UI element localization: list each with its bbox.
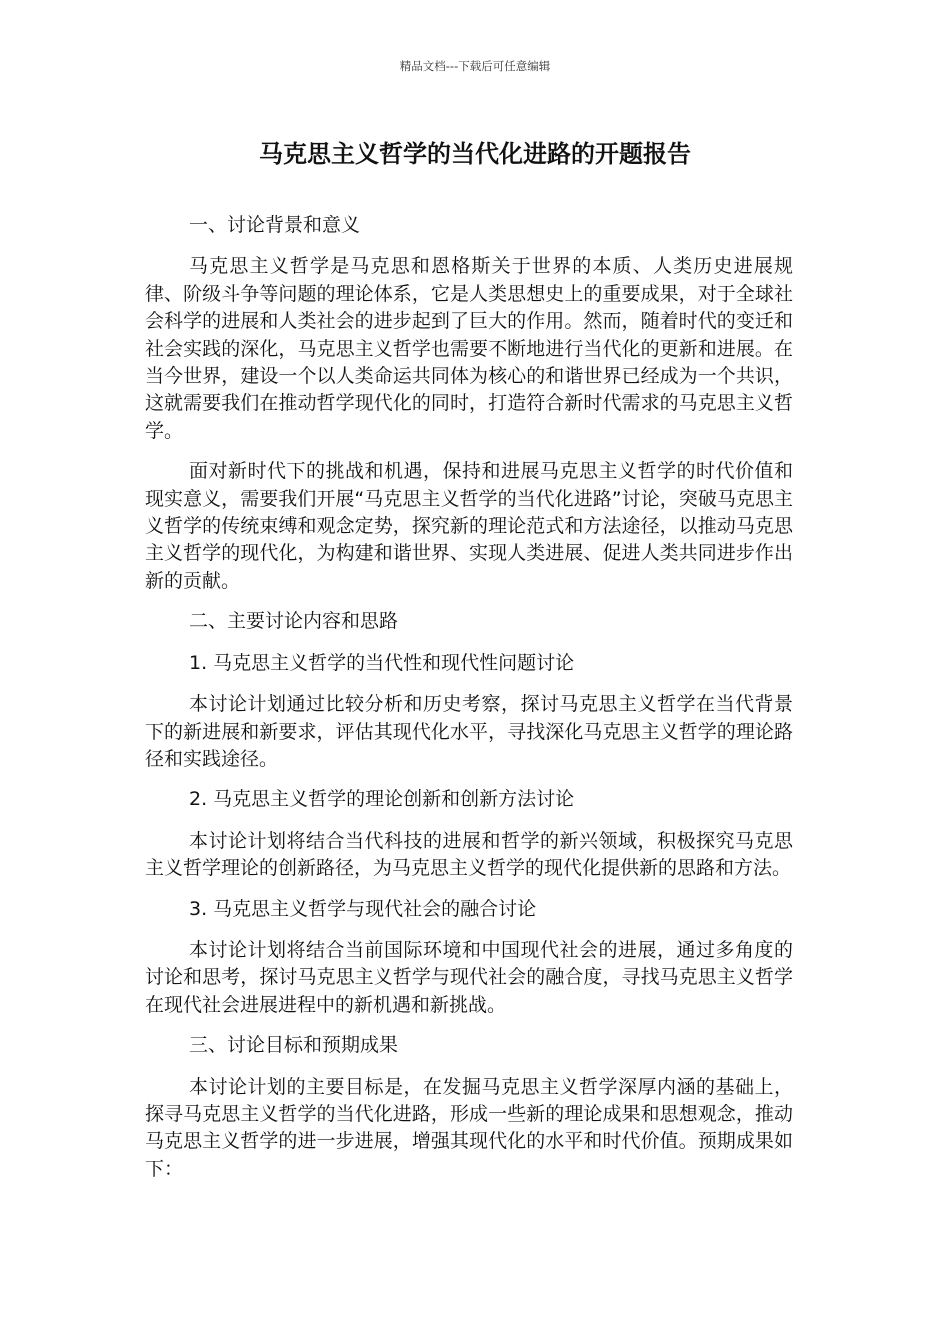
section-2-item-1-heading: 1. 马克思主义哲学的当代性和现代性问题讨论 <box>189 651 575 674</box>
section-1-paragraph-1: 马克思主义哲学是马克思和恩格斯关于世界的本质、人类历史进展规律、阶级斗争等问题的理论体系，它是人类思想史上的重要成果，对于全球社会科学的进展和人类社会的进步起到了巨大的作用。然而，随着时代的变迁和社会实践的深化，马克思主义哲学也需要不断地进行当代化的更新和进展。在当今世界，建设一个以人类命运共同体为核心的和谐世界已经成为一个共识，这就需要我们在推动哲学现代化的同时，打造符合新时代需求的马克思主义哲学。 <box>145 255 793 442</box>
document-title: 马克思主义哲学的当代化进路的开题报告 <box>259 140 691 168</box>
section-2-item-3-text: 本讨论计划将结合当前国际环境和中国现代社会的进展，通过多角度的讨论和思考，探讨马克思主义哲学与现代社会的融合度，寻找马克思主义哲学在现代社会进展进程中的新机遇和新挑战。 <box>145 938 793 1016</box>
page-header-note: 精品文档---下载后可任意编辑 <box>399 59 551 73</box>
document-body <box>145 212 793 1196</box>
section-2-item-3-heading: 3. 马克思主义哲学与现代社会的融合讨论 <box>189 897 537 920</box>
section-1-paragraph-2: 面对新时代下的挑战和机遇，保持和进展马克思主义哲学的时代价值和现实意义，需要我们开展“马克思主义哲学的当代化进路”讨论，突破马克思主义哲学的传统束缚和观念定势，探究新的理论范式和方法途径，以推动马克思主义哲学的现代化，为构建和谐世界、实现人类进展、促进人类共同进步作出新的贡献。 <box>145 460 793 592</box>
section-2-item-2-text: 本讨论计划将结合当代科技的进展和哲学的新兴领域，积极探究马克思主义哲学理论的创新路径，为马克思主义哲学的现代化提供新的思路和方法。 <box>145 829 793 880</box>
section-2-item-1-text: 本讨论计划通过比较分析和历史考察，探讨马克思主义哲学在当代背景下的新进展和新要求，评估其现代化水平，寻找深化马克思主义哲学的理论路径和实践途径。 <box>145 693 793 770</box>
section-2-heading: 二、主要讨论内容和思路 <box>189 610 399 633</box>
section-3-heading: 三、讨论目标和预期成果 <box>189 1034 399 1057</box>
section-2-item-2-heading: 2. 马克思主义哲学的理论创新和创新方法讨论 <box>189 788 575 811</box>
section-3-paragraph-1: 本讨论计划的主要目标是，在发掘马克思主义哲学深厚内涵的基础上，探寻马克思主义哲学的当代化进路，形成一些新的理论成果和思想观念，推动马克思主义哲学的进一步进展，增强其现代化的水平和时代价值。预期成果如下： <box>145 1075 793 1180</box>
section-1-heading: 一、讨论背景和意义 <box>189 214 361 236</box>
